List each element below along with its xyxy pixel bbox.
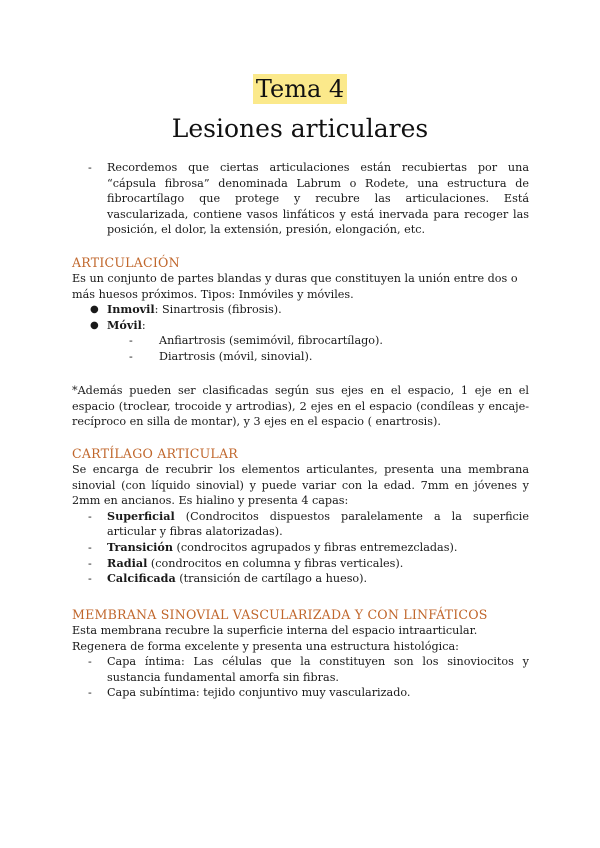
page-subtitle: Lesiones articulares — [171, 114, 429, 143]
dash-marker: - — [88, 655, 92, 669]
dash-marker: - — [88, 572, 92, 586]
membrana-heading: MEMBRANA SINOVIAL VASCULARIZADA Y CON LINFÁTICOS — [72, 607, 488, 622]
title-wrap — [0, 74, 600, 104]
dash-marker: - — [88, 509, 92, 523]
articulacion-description: Es un conjunto de partes blandas y duras que constituyen la unión entre dos o más huesos próximos. Tipos: Inmóviles y móviles. — [72, 272, 518, 301]
bullet-icon: ● — [90, 319, 99, 331]
type-text: : — [141, 318, 146, 332]
intro-section — [72, 160, 529, 238]
articulacion-note: *Además pueden ser clasificadas según sus ejes en el espacio, 1 eje en el espacio (troclear, trocoide y artrodias), 2 ejes en el espacio (condíleas y encaje-recíproco en silla de montar), y 3 ejes en el espacio ( enartrosis). — [72, 384, 529, 429]
layer-term: Calcificada — [107, 571, 176, 586]
layer-term: Transición — [107, 539, 173, 554]
intro-item — [72, 160, 529, 238]
type-term: Inmovil — [107, 302, 155, 317]
type-term: Móvil — [107, 317, 142, 332]
list-item — [72, 302, 529, 318]
cartilago-description: Se encarga de recubrir los elementos articulantes, presenta una membrana sinovial (con líquido sinovial) y puede variar con la edad. 7mm en jóvenes y 2mm en ancianos. Es hialino y presenta 4 capas: — [72, 463, 529, 508]
list-item — [72, 349, 529, 365]
dash-marker: - — [88, 686, 92, 700]
articulacion-section — [72, 254, 529, 365]
type-text: : Sinartrosis (fibrosis). — [154, 303, 282, 317]
intro-text: Recordemos que ciertas articulaciones están recubiertas por una “cápsula fibrosa” denominada Labrum o Rodete, una estructura de fibrocartílago que protege y recubre las articulaciones. Está vascularizada, contiene vasos linfáticos y está inervada para recoger las posición, el dolor, la extensión, presión, elongación, etc. — [107, 161, 529, 237]
list-item — [72, 654, 529, 685]
dash-marker: - — [88, 540, 92, 554]
layer-text: (condrocitos en columna y fibras verticales). — [147, 556, 404, 570]
list-item — [72, 571, 529, 587]
list-item — [72, 318, 529, 334]
list-item — [72, 509, 529, 540]
membrana-section — [72, 606, 529, 701]
layer-text: Capa subíntima: tejido conjuntivo muy vascularizado. — [107, 686, 411, 700]
bullet-icon: ● — [90, 304, 99, 316]
list-item — [72, 685, 529, 701]
dash-marker: - — [129, 334, 133, 348]
dash-marker: - — [88, 161, 92, 174]
layer-term: Radial — [107, 555, 148, 570]
dash-marker: - — [88, 556, 92, 570]
subtype-text: Anfiartrosis (semimóvil, fibrocartílago). — [159, 334, 383, 348]
list-item — [72, 333, 529, 349]
layer-text: (transición de cartílago a hueso). — [175, 572, 368, 586]
membrana-description: Esta membrana recubre la superficie interna del espacio intraarticular. Regenera de forma excelente y presenta una estructura histológica: — [72, 624, 478, 653]
articulacion-heading: ARTICULACIÓN — [72, 255, 180, 270]
layer-text: Capa íntima: Las células que la constituyen son los sinoviocitos y sustancia fundamental amorfa sin fibras. — [107, 655, 529, 684]
list-item — [72, 540, 529, 556]
dash-marker: - — [129, 349, 133, 363]
layer-term: Superficial — [107, 508, 175, 523]
cartilago-heading: CARTÍLAGO ARTICULAR — [72, 446, 238, 461]
list-item — [72, 556, 529, 572]
subtype-text: Diartrosis (móvil, sinovial). — [159, 349, 313, 363]
layer-text: (Condrocitos dispuestos paralelamente a la superficie articular y fibras alatorizadas). — [107, 509, 529, 539]
layer-text: (condrocitos agrupados y fibras entremezcladas). — [173, 540, 458, 554]
page-title: Tema 4 — [253, 74, 347, 104]
cartilago-section — [72, 445, 529, 587]
